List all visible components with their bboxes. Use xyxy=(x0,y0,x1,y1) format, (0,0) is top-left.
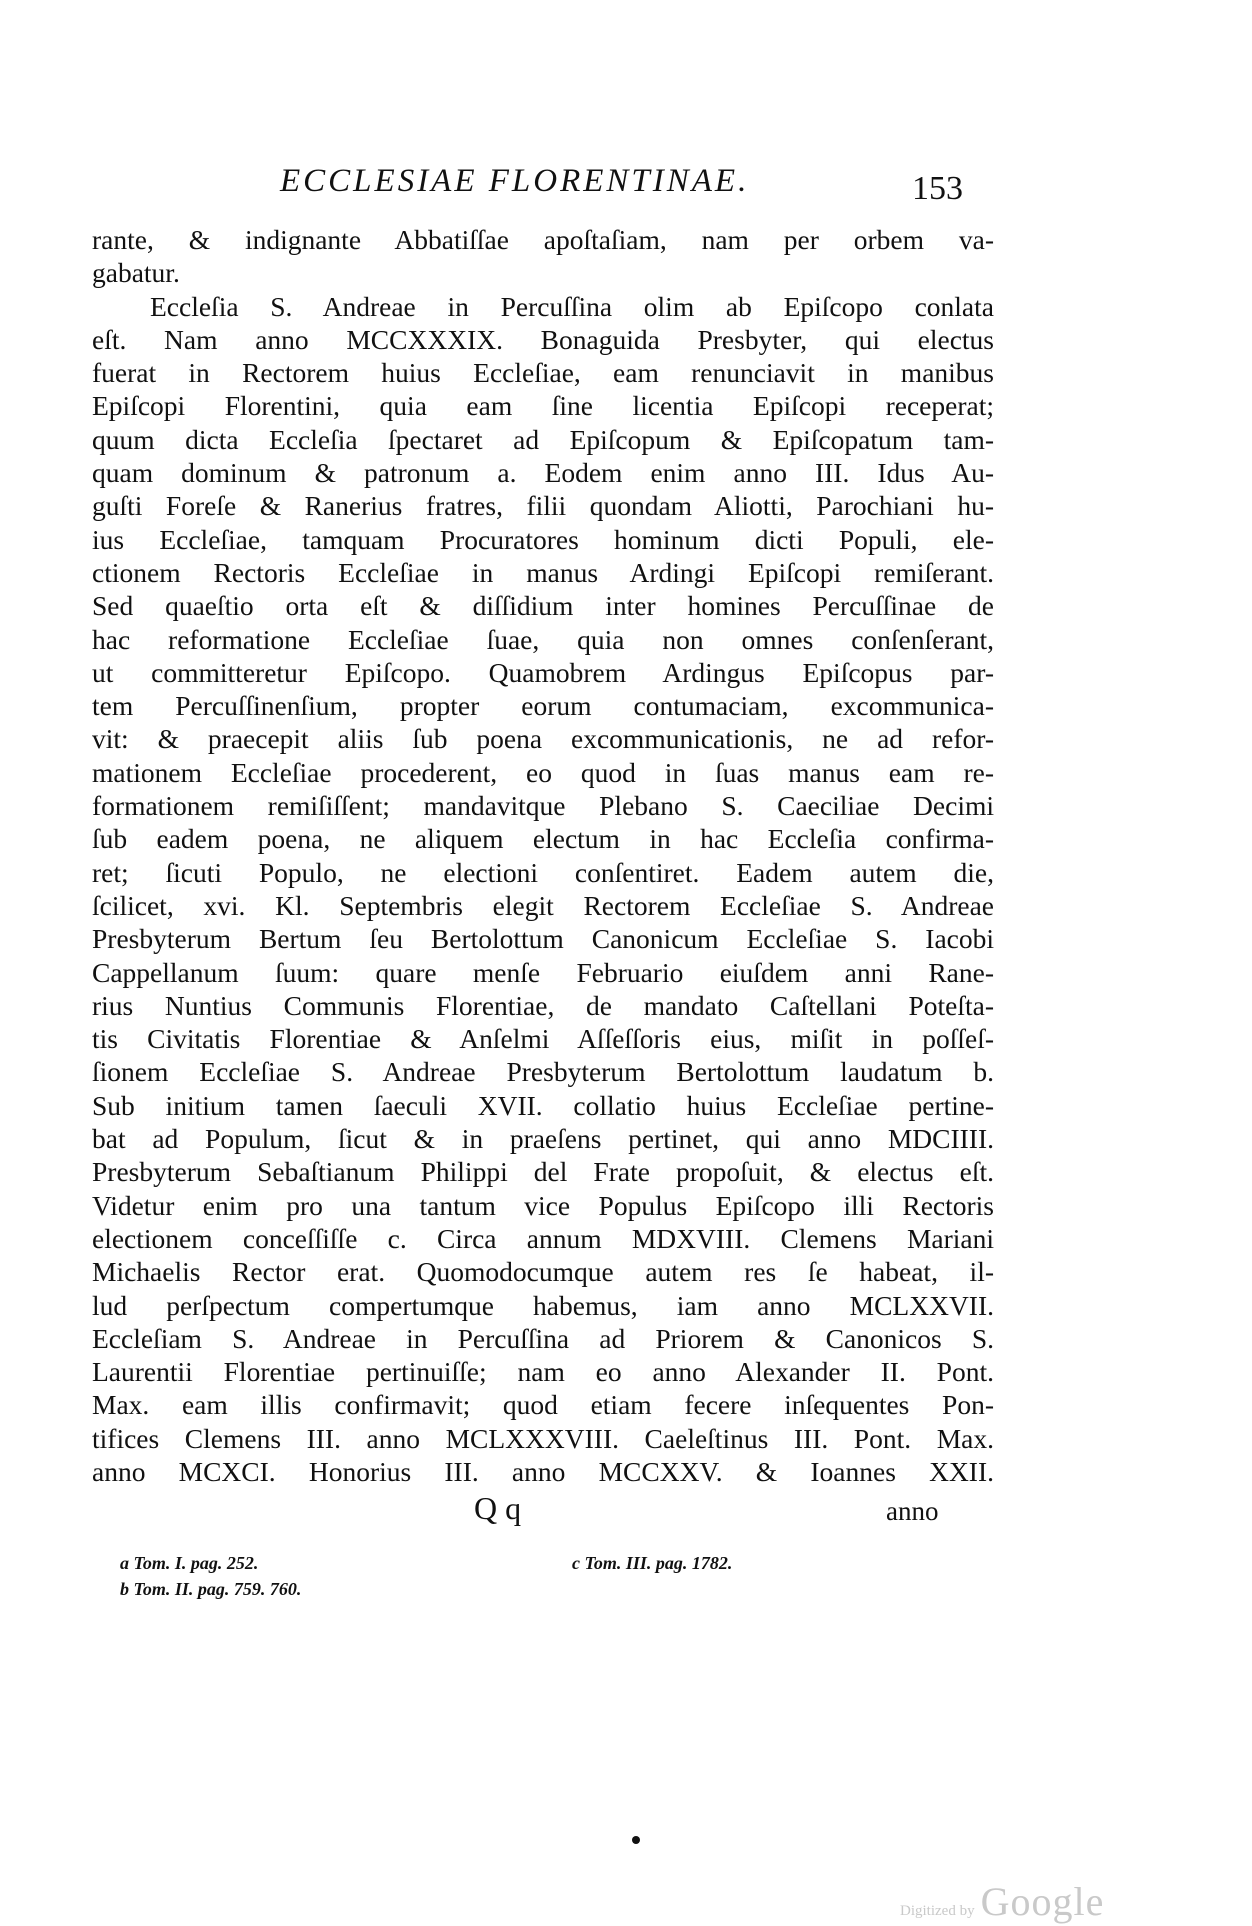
text-line: ret; ſicuti Populo, ne electioni conſentiret. Eadem autem die, xyxy=(92,856,994,888)
text-line: ctionem Rectoris Eccleſiae in manus Ardingi Epiſcopi remiſerant. xyxy=(92,556,994,588)
text-line: tifices Clemens III. anno MCLXXXVIII. Caeleſtinus III. Pont. Max. xyxy=(92,1422,994,1454)
body-text xyxy=(92,223,994,1488)
text-line: gabatur. xyxy=(92,257,180,289)
text-line: Sub initium tamen ſaeculi XVII. collatio huius Eccleſiae pertine- xyxy=(92,1089,994,1121)
text-line: guſti Foreſe & Ranerius fratres, filii quondam Aliotti, Parochiani hu- xyxy=(92,490,994,522)
watermark-small-text: Digitized by xyxy=(900,1903,975,1919)
text-line: Laurentii Florentiae pertinuiſſe; nam eo anno Alexander II. Pont. xyxy=(92,1356,994,1388)
signature-mark: Q q xyxy=(474,1490,522,1526)
text-line: Sed quaeſtio orta eſt & diſſidium inter homines Percuſſinae de xyxy=(92,590,994,622)
text-line: Eccleſiam S. Andreae in Percuſſina ad Priorem & Canonicos S. xyxy=(92,1322,994,1354)
text-line: Presbyterum Sebaſtianum Philippi del Frate propoſuit, & electus eſt. xyxy=(92,1156,994,1188)
text-line: hac reformatione Eccleſiae ſuae, quia non omnes conſenſerant, xyxy=(92,623,994,655)
footnote-a: a Tom. I. pag. 252. xyxy=(120,1553,259,1573)
text-line: ſionem Eccleſiae S. Andreae Presbyterum Bertolottum laudatum b. xyxy=(92,1056,994,1088)
text-line: Cappellanum ſuum: quare menſe Februario eiuſdem anni Rane- xyxy=(92,956,994,988)
page-number: 153 xyxy=(912,170,963,207)
text-line: Max. eam illis confirmavit; quod etiam fecere inſequentes Pon- xyxy=(92,1389,994,1421)
text-line: bat ad Populum, ſicut & in praeſens pertinet, qui anno MDCIIII. xyxy=(92,1123,994,1155)
text-line: anno MCXCI. Honorius III. anno MCCXXV. & Ioannes XXII. xyxy=(92,1455,994,1487)
footnote-c: c Tom. III. pag. 1782. xyxy=(572,1553,733,1573)
footnote-b: b Tom. II. pag. 759. 760. xyxy=(120,1579,302,1599)
text-line: electionem conceſſiſſe c. Circa annum MDXVIII. Clemens Mariani xyxy=(92,1222,994,1254)
text-line: ut committeretur Epiſcopo. Quamobrem Ardingus Epiſcopus par- xyxy=(92,656,994,688)
watermark-logo-text: Google xyxy=(980,1879,1105,1924)
text-line: Michaelis Rector erat. Quomodocumque autem res ſe habeat, il- xyxy=(92,1256,994,1288)
text-line: quam dominum & patronum a. Eodem enim anno III. Idus Au- xyxy=(92,457,994,489)
digitization-watermark xyxy=(900,1878,1104,1925)
text-line: Epiſcopi Florentini, quia eam ſine licentia Epiſcopi receperat; xyxy=(92,390,994,422)
text-line: Eccleſia S. Andreae in Percuſſina olim ab Epiſcopo conlata xyxy=(150,290,994,322)
text-line: ſcilicet, xvi. Kl. Septembris elegit Rectorem Eccleſiae S. Andreae xyxy=(92,889,994,921)
text-line: ius Eccleſiae, tamquam Procuratores hominum dicti Populi, ele- xyxy=(92,523,994,555)
ink-dot xyxy=(632,1836,640,1844)
text-line: vit: & praecepit aliis ſub poena excommunicationis, ne ad refor- xyxy=(92,723,994,755)
text-line: tis Civitatis Florentiae & Anſelmi Aſſeſſoris eius, miſit in poſſeſ- xyxy=(92,1023,994,1055)
text-line: mationem Eccleſiae procederent, eo quod in ſuas manus eam re- xyxy=(92,756,994,788)
text-line: lud perſpectum compertumque habemus, iam anno MCLXXVII. xyxy=(92,1289,994,1321)
text-line: rius Nuntius Communis Florentiae, de mandato Caſtellani Poteſta- xyxy=(92,989,994,1021)
text-line: Presbyterum Bertum ſeu Bertolottum Canonicum Eccleſiae S. Iacobi xyxy=(92,923,994,955)
text-line: eſt. Nam anno MCCXXXIX. Bonaguida Presbyter, qui electus xyxy=(92,323,994,355)
text-line: ſub eadem poena, ne aliquem electum in hac Eccleſia confirma- xyxy=(92,823,994,855)
catchword: anno xyxy=(886,1496,939,1526)
text-line: quum dicta Eccleſia ſpectaret ad Epiſcopum & Epiſcopatum tam- xyxy=(92,423,994,455)
running-head: ECCLESIAE FLORENTINAE. xyxy=(280,163,750,199)
text-line: rante, & indignante Abbatiſſae apoſtaſiam, nam per orbem va- xyxy=(92,224,994,255)
text-line: Videtur enim pro una tantum vice Populus Epiſcopo illi Rectoris xyxy=(92,1189,994,1221)
text-line: fuerat in Rectorem huius Eccleſiae, eam renunciavit in manibus xyxy=(92,357,994,389)
text-line: formationem remiſiſſent; mandavitque Plebano S. Caeciliae Decimi xyxy=(92,790,994,822)
text-line: tem Percuſſinenſium, propter eorum contumaciam, excommunica- xyxy=(92,690,994,722)
